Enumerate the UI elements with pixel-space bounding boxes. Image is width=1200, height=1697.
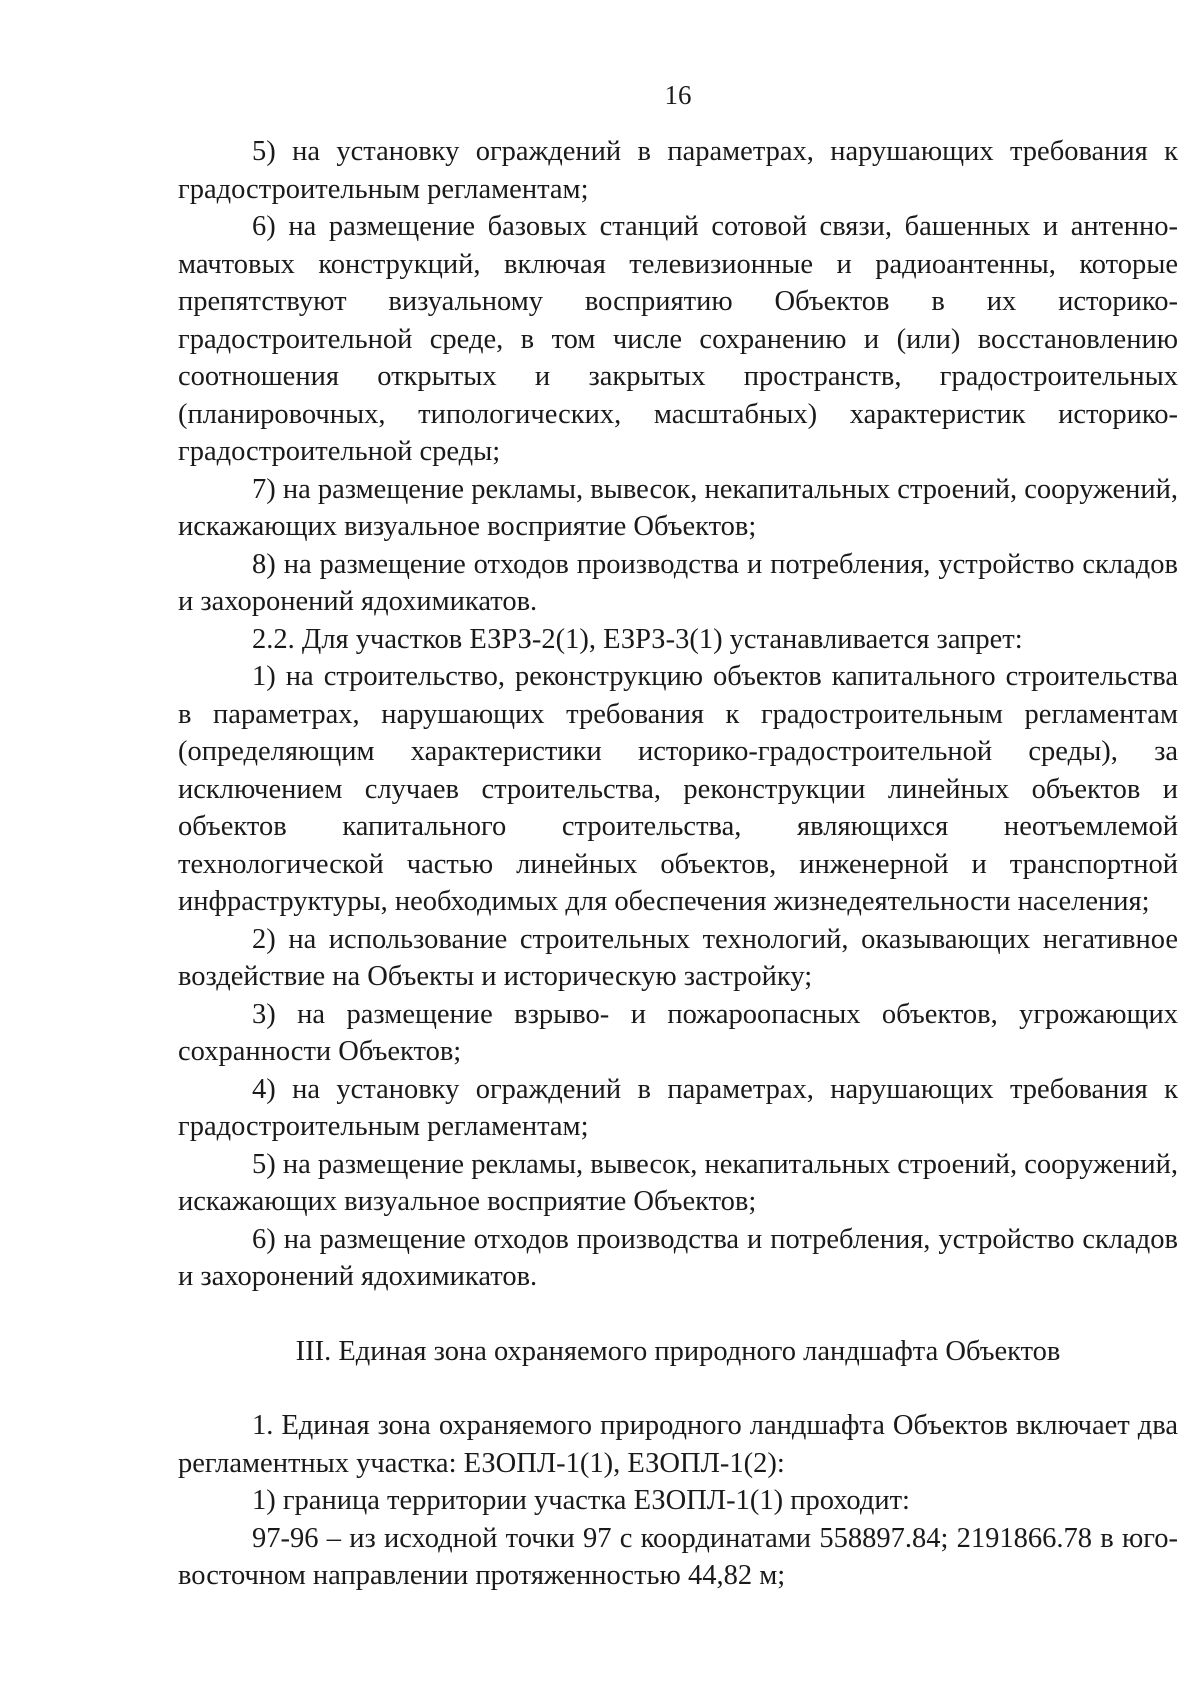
paragraph-item-8-waste: 8) на размещение отходов производства и потребления, устройство складов и захоронений ядохимикатов. [178, 548, 1178, 617]
document-body [178, 133, 1178, 1595]
page-number: 16 [664, 80, 692, 110]
paragraph-item-5-fences: 5) на установку ограждений в параметрах, нарушающих требования к градостроительным регламентам; [178, 136, 1178, 205]
paragraph-2-2-item-6: 6) на размещение отходов производства и потребления, устройство складов и захоронений ядохимикатов. [178, 1223, 1178, 1292]
section-heading: III. Единая зона охраняемого природного ландшафта Объектов [295, 1335, 1061, 1367]
paragraph-item-7-advertising: 7) на размещение рекламы, вывесок, некапитальных строений, сооружений, искажающих визуальное восприятие Объектов; [178, 473, 1178, 542]
paragraph-section-3-item-1: 1. Единая зона охраняемого природного ландшафта Объектов включает два регламентных участка: ЕЗОПЛ-1(1), ЕЗОПЛ-1(2): [178, 1410, 1178, 1479]
document-page [178, 0, 1178, 1697]
paragraph-2-2-item-5: 5) на размещение рекламы, вывесок, некапитальных строений, сооружений, искажающих визуальное восприятие Объектов; [178, 1148, 1178, 1217]
paragraph-2-2-item-4: 4) на установку ограждений в параметрах, нарушающих требования к градостроительным регламентам; [178, 1073, 1178, 1142]
paragraph-2-2-item-2: 2) на использование строительных технологий, оказывающих негативное воздействие на Объекты и историческую застройку; [178, 923, 1178, 992]
paragraph-item-6-cell-towers: 6) на размещение базовых станций сотовой связи, башенных и антенно-мачтовых конструкций, включая телевизионные и радиоантенны, которые препятствуют визуальному восприятию Объектов в их историко-градостроительной среде, в том числе сохранению и (или) восстановлению соотношения открытых и закрытых пространств, градостроительных (планировочных, типологических, масштабных) характеристик историко-градостроительной среды; [178, 211, 1178, 467]
paragraph-2-2-item-1: 1) на строительство, реконструкцию объектов капитального строительства в параметрах, нарушающих требования к градостроительным регламентам (определяющим характеристики историко-градостроительной среды), за исключением случаев строительства, реконструкции линейных объектов и объектов капитального строительства, являющихся неотъемлемой технологической частью линейных объектов, инженерной и транспортной инфраструктуры, необходимых для обеспечения жизнедеятельности населения; [178, 661, 1178, 917]
paragraph-2-2-intro: 2.2. Для участков ЕЗРЗ-2(1), ЕЗРЗ-3(1) устанавливается запрет: [252, 623, 1023, 655]
paragraph-boundary-segment: 97-96 – из исходной точки 97 с координатами 558897.84; 2191866.78 в юго-восточном направлении протяженностью 44,82 м; [178, 1522, 1178, 1591]
paragraph-boundary-intro: 1) граница территории участка ЕЗОПЛ-1(1) проходит: [252, 1485, 910, 1516]
paragraph-2-2-item-3: 3) на размещение взрыво- и пожароопасных объектов, угрожающих сохранности Объектов; [178, 998, 1178, 1067]
